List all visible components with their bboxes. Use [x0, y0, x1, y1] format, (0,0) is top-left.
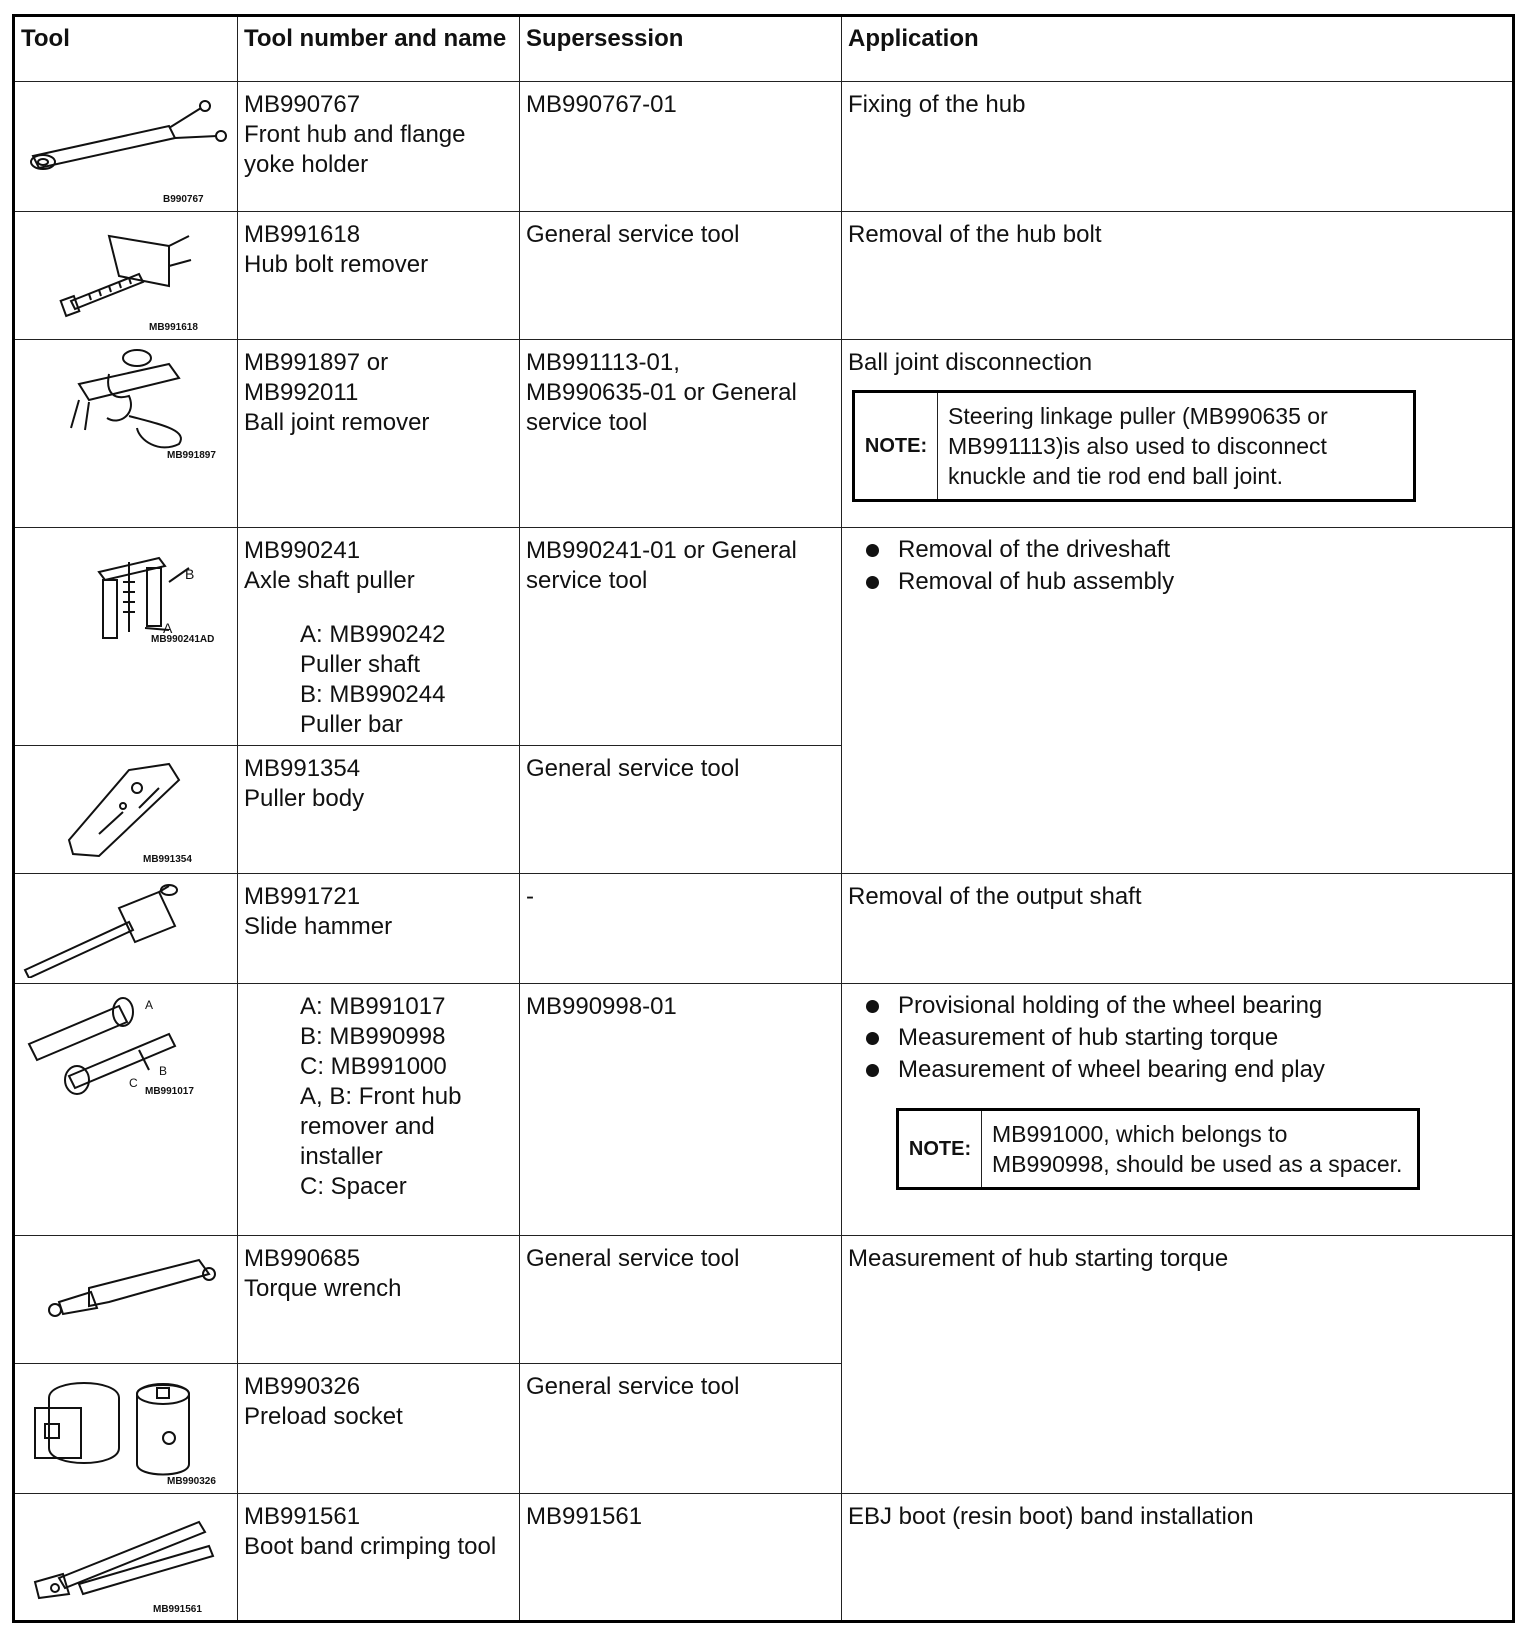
bullet-item: Measurement of wheel bearing end play [860, 1054, 1512, 1086]
tool-number: MB990685 [244, 1245, 361, 1272]
figure-code: MB990241AD [151, 634, 215, 645]
callout-label: C [129, 1076, 138, 1090]
tool-number: MB990241 [244, 537, 361, 564]
torque-wrench-icon [19, 1240, 229, 1355]
note-box [852, 390, 1416, 502]
tool-number: MB990767 [244, 91, 361, 118]
tool-illustration [14, 1494, 238, 1622]
bullet-item: Measurement of hub starting torque [860, 1022, 1512, 1054]
sub-tool: installer [300, 1143, 383, 1170]
supersession-value: - [526, 883, 534, 910]
note-label: NOTE: [899, 1111, 982, 1187]
boot-band-crimping-tool-icon [19, 1498, 229, 1613]
preload-socket-icon [19, 1368, 229, 1483]
front-hub-remover-icon [19, 988, 229, 1108]
header-application: Application [842, 16, 1514, 82]
table-row [14, 984, 1514, 1236]
tool-number: MB992011 [244, 379, 359, 406]
header-tool: Tool [14, 16, 238, 82]
tool-name: Hub bolt remover [244, 251, 429, 278]
sub-tool: C: Spacer [300, 1173, 407, 1200]
figure-code: MB991897 [167, 450, 216, 461]
supersession-value: MB990767-01 [526, 91, 677, 118]
table-row [14, 340, 1514, 528]
tool-number: MB991618 [244, 221, 361, 248]
tool-number: MB991897 or [244, 349, 389, 376]
note-box [896, 1108, 1420, 1190]
note-text: Steering linkage puller (MB990635 or [948, 403, 1328, 429]
table-row [14, 212, 1514, 340]
tool-number: MB991721 [244, 883, 361, 910]
tool-number: MB990326 [244, 1373, 361, 1400]
callout-label: B [185, 566, 195, 582]
sub-tool: B: MB990998 [300, 1023, 446, 1050]
table-row [14, 82, 1514, 212]
tool-illustration [14, 528, 238, 746]
tool-name: Slide hammer [244, 913, 393, 940]
sub-tool: Puller bar [300, 711, 403, 738]
supersession-value: MB990998-01 [526, 993, 677, 1020]
bullet-item: Provisional holding of the wheel bearing [860, 990, 1512, 1022]
tool-name: yoke holder [244, 151, 369, 178]
application-text: Ball joint disconnection [848, 349, 1093, 376]
table-header-row [14, 16, 1514, 82]
sub-tool: A: MB990242 [300, 621, 446, 648]
note-text: spacer. [1328, 1151, 1403, 1177]
figure-code: B990767 [163, 194, 204, 205]
note-label: NOTE: [855, 393, 938, 499]
supersession-value: service tool [526, 567, 648, 594]
supersession-value: MB991561 [526, 1503, 643, 1530]
note-text: MB990998, should be used as a [992, 1151, 1322, 1177]
supersession-value: MB991113-01, [526, 349, 680, 376]
supersession-value: General service tool [526, 221, 740, 248]
application-bullets [842, 528, 1512, 598]
tool-name: Ball joint remover [244, 409, 430, 436]
supersession-value: General service tool [526, 755, 740, 782]
tool-name: Preload socket [244, 1403, 403, 1430]
figure-code: MB991561 [153, 1604, 202, 1615]
supersession-value: General service tool [526, 1373, 740, 1400]
yoke-holder-icon [19, 86, 229, 206]
table-row [14, 528, 1514, 746]
sub-tool: B: MB990244 [300, 681, 446, 708]
figure-code: MB991017 [145, 1086, 194, 1097]
tool-name: Front hub and flange [244, 121, 466, 148]
application-text: Removal of the hub bolt [848, 221, 1102, 248]
note-text: MB991113)is also used to disconnect [948, 433, 1327, 459]
tool-name: Torque wrench [244, 1275, 402, 1302]
tool-number: MB991561 [244, 1503, 361, 1530]
tool-illustration [14, 1236, 238, 1364]
puller-body-icon [19, 750, 229, 865]
tool-illustration [14, 340, 238, 528]
table-row [14, 1236, 1514, 1364]
sub-tool: A, B: Front hub [300, 1083, 462, 1110]
tool-illustration [14, 874, 238, 984]
tool-illustration [14, 212, 238, 340]
tool-name: Axle shaft puller [244, 567, 415, 594]
application-text: Fixing of the hub [848, 91, 1026, 118]
application-bullets [842, 984, 1512, 1086]
table-row [14, 1494, 1514, 1622]
application-text: EBJ boot (resin boot) band installation [848, 1503, 1254, 1530]
tool-name: Puller body [244, 785, 365, 812]
callout-label: A [163, 620, 173, 636]
sub-tool: Puller shaft [300, 651, 421, 678]
tool-number: MB991354 [244, 755, 361, 782]
tool-illustration [14, 746, 238, 874]
supersession-value: MB990241-01 or General [526, 537, 797, 564]
supersession-value: General service tool [526, 1245, 740, 1272]
special-tools-table [12, 14, 1515, 1623]
tool-illustration [14, 984, 238, 1236]
bullet-item: Removal of hub assembly [860, 566, 1512, 598]
supersession-value: MB990635-01 or General [526, 379, 797, 406]
header-supersession: Supersession [520, 16, 842, 82]
figure-code: MB990326 [167, 1476, 216, 1487]
note-text: MB991000, which belongs to [992, 1121, 1288, 1147]
hub-bolt-remover-icon [19, 216, 229, 331]
table-row [14, 874, 1514, 984]
figure-code: MB991354 [143, 854, 192, 865]
supersession-value: service tool [526, 409, 648, 436]
note-text: knuckle and tie rod end ball joint. [948, 463, 1283, 489]
header-tool-number: Tool number and name [238, 16, 520, 82]
slide-hammer-icon [19, 878, 229, 978]
tool-name: Boot band crimping tool [244, 1533, 497, 1560]
sub-tool: C: MB991000 [300, 1053, 447, 1080]
bullet-item: Removal of the driveshaft [860, 534, 1512, 566]
ball-joint-remover-icon [19, 344, 229, 464]
tool-illustration [14, 82, 238, 212]
callout-label: B [159, 1064, 168, 1078]
application-text: Measurement of hub starting torque [848, 1245, 1229, 1272]
figure-code: MB991618 [149, 322, 198, 333]
sub-tool: remover and [300, 1113, 435, 1140]
callout-label: A [145, 998, 154, 1012]
sub-tool: A: MB991017 [300, 993, 446, 1020]
application-text: Removal of the output shaft [848, 883, 1142, 910]
tool-illustration [14, 1364, 238, 1494]
